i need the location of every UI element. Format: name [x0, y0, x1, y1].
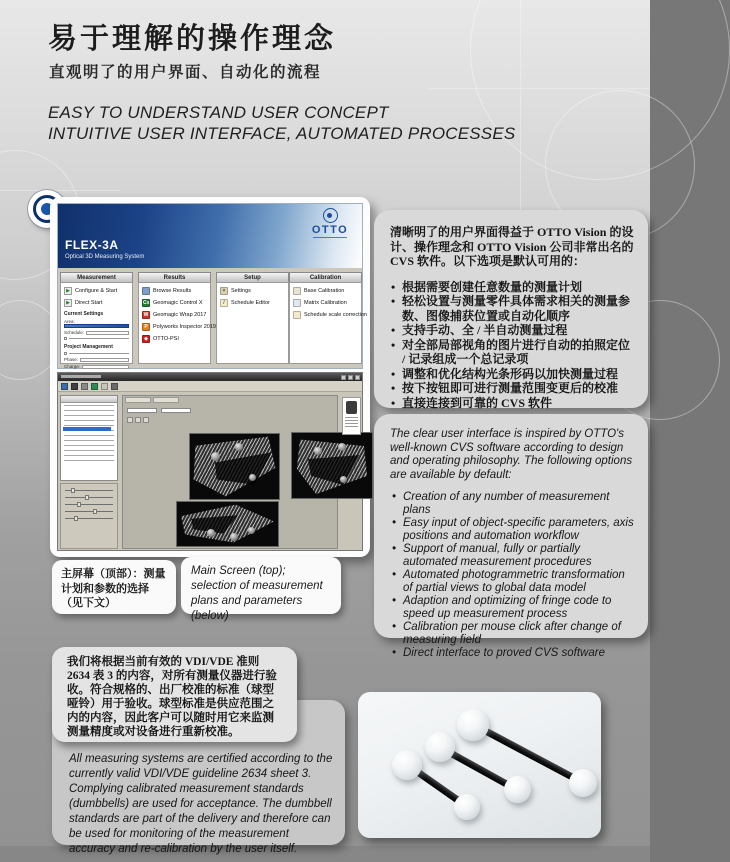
page-title-zh: 易于理解的操作理念 [48, 23, 337, 55]
panel-results-title: Results [138, 272, 211, 282]
results-item [142, 335, 208, 343]
cvs-tabs [125, 397, 179, 403]
vdi-zh-text: 我们将根据当前有效的 VDI/VDE 准则 2634 表 3 的内容，对所有测量仪器进行验收。符合规格的、出厂校准的标准（球型哑铃）用于验收。球型标准是供应范围之内的内容，因此客户可以随时用它来监测测量精度或对设备进行重新校准。 [67, 656, 277, 738]
calibration-item-label: Schedule scale correction [304, 312, 367, 318]
bullet-item: • Automated photogrammetric transformation of partial views to global data model [390, 569, 636, 595]
panel-zh-bullets [390, 280, 634, 411]
bullet-item: • Direct interface to proved CVS software [390, 647, 636, 660]
calibration-item [293, 299, 359, 307]
results-item [142, 299, 208, 307]
toolbar-icon [91, 383, 98, 390]
area-bar [64, 324, 129, 328]
calibration-item-label: Matrix Calibration [304, 300, 347, 306]
measurement-button-label: Configure & Start [75, 288, 118, 294]
page-title-en-line2: INTUITIVE USER INTERFACE, AUTOMATED PROCESSES [48, 124, 516, 143]
vdi-en-text: All measuring systems are certified according to the currently valid VDI/VDE guideline 2634 sheet 3. Complying calibrated measurement standards (dumbbells) are used for acceptance. The dumbbell standards are part of the delivery and therefore can be used for monitoring of the measurement accuracy and re-calibration by the user itself. [69, 753, 333, 855]
cvs-tree-panel [60, 395, 118, 481]
bullet-item: • 轻松设置与测量零件具体需求相关的测量参数、图像捕获位置或自动化顺序 [390, 294, 634, 323]
schedule-field [86, 331, 129, 335]
otto-crosshair-icon [323, 208, 338, 223]
option-row [64, 337, 129, 340]
text-panel-en [374, 414, 648, 659]
measurement-buttons [61, 287, 132, 307]
screenshot-card [50, 197, 370, 557]
cvs-slider-panel [60, 483, 118, 549]
panel-results-body [138, 282, 216, 364]
bullet-item: • 调整和优化结构光条形码以加快测量过程 [390, 367, 634, 382]
caption-zh-text: 主屏幕（顶部）：测量计划和参数的选择（见下文） [61, 568, 166, 609]
page-title-en-line1: EASY TO UNDERSTAND USER CONCEPT [48, 103, 389, 122]
option-text [69, 338, 129, 339]
dumbbell-ball [425, 732, 455, 762]
cvs-mini-buttons [127, 417, 149, 423]
flex3a-header [58, 204, 362, 268]
setup-item [220, 287, 286, 295]
setup-item-icon: / [220, 299, 228, 307]
flex3a-subtitle: Optical 3D Measuring System [65, 254, 145, 260]
project-option-row [64, 352, 129, 355]
blueprint-line [0, 190, 120, 191]
bullet-item: • Creation of any number of measurement plans [390, 491, 636, 517]
dumbbell-photo [358, 692, 601, 838]
scan-image-tile [176, 501, 279, 547]
bullet-item: • 直接连接到可靠的 CVS 软件 [390, 396, 634, 411]
toolbar-icon [111, 383, 118, 390]
otto-logo-text: OTTO [311, 224, 349, 236]
toolbar-icon [101, 383, 108, 390]
results-item-label: OTTO-PSI [153, 336, 179, 342]
cvs-side-panel [342, 397, 361, 435]
cvs-toolbar [58, 381, 362, 392]
tree-selected-row [63, 427, 111, 431]
panel-calibration [289, 272, 367, 365]
checkbox-icon [64, 352, 67, 355]
project-field-row [64, 364, 129, 369]
measurement-button [64, 299, 130, 307]
cvs-image-area [122, 395, 338, 549]
play-icon [64, 299, 72, 307]
panel-en-bullets [390, 491, 636, 660]
bullet-item: • Adaption and optimizing of fringe code to speed up measurement process [390, 595, 636, 621]
scan-image-tile [291, 432, 373, 499]
option-text [69, 353, 129, 354]
results-item-icon [142, 287, 150, 295]
measurement-button [64, 287, 130, 295]
caption-card-zh [52, 560, 176, 614]
slider [65, 511, 113, 512]
setup-item-label: Schedule Editor [231, 300, 270, 306]
dumbbell-ball [454, 794, 480, 820]
panel-results [138, 272, 216, 365]
results-item-label: Geomagic Wrap 2017 [153, 312, 207, 318]
setup-item-icon: × [220, 287, 228, 295]
caption-card-en [181, 557, 341, 622]
calibration-item [293, 311, 367, 319]
flex3a-screenshot [57, 203, 367, 369]
cvs-input-fields [127, 408, 191, 413]
schedule-row [64, 330, 129, 335]
panel-measurement-body [60, 282, 133, 369]
panel-measurement-title: Measurement [60, 272, 133, 282]
project-field-input [82, 365, 129, 369]
window-buttons-icon [341, 375, 360, 380]
results-item-icon: Cx [143, 300, 150, 306]
calibration-item [293, 287, 359, 295]
results-item [142, 311, 208, 319]
calibration-item-icon [293, 299, 301, 307]
scan-image-tile [189, 433, 280, 500]
measurement-button-label: Direct Start [75, 300, 103, 306]
page-title-en [48, 102, 515, 144]
panel-calibration-title: Calibration [289, 272, 362, 282]
panel-setup-title: Setup [216, 272, 289, 282]
play-icon [64, 287, 72, 295]
toolbar-icon [71, 383, 78, 390]
bullet-item: • Easy input of object-specific parameters, axis positions and automation workflow [390, 517, 636, 543]
panel-zh-intro: 清晰明了的用户界面得益于 OTTO Vision 的设计、操作理念和 OTTO Vision 公司非常出名的 CVS 软件。以下选项是默认可用的： [390, 225, 634, 268]
panel-setup-body [216, 282, 289, 364]
caption-en-text: Main Screen (top); selection of measurement plans and parameters (below) [191, 565, 323, 622]
project-field-label: Phase: [64, 357, 79, 362]
results-item-label: Geomagic Control X [153, 300, 203, 306]
cvs-titlebar [58, 373, 362, 381]
slider [65, 490, 113, 491]
bullet-item: • Calibration per mouse click after change of measuring field [390, 621, 636, 647]
area-label: Area: [64, 319, 75, 324]
tree-rows [64, 405, 114, 465]
slider [65, 504, 113, 505]
panel-calibration-body [289, 282, 367, 364]
bullet-item: • 对全部局部视角的图片进行自动的拍照定位 / 记录组成一个总记录项 [390, 338, 634, 367]
calibration-item-icon [293, 287, 301, 295]
blueprint-line [520, 0, 521, 210]
bullet-item: • 支持手动、全 / 半自动测量过程 [390, 323, 634, 338]
project-field-label: Charge: [64, 364, 81, 369]
otto-logo [304, 208, 356, 238]
results-item-label: Browse Results [153, 288, 192, 294]
schedule-label: Schedule: [64, 330, 85, 335]
flex3a-title: FLEX-3A [65, 238, 119, 252]
blueprint-line [430, 88, 650, 89]
project-field-input [80, 358, 129, 362]
checkbox-icon [64, 337, 67, 340]
slider [65, 518, 113, 519]
panel-measurement [60, 272, 133, 369]
bullet-item: • 根据需要创建任意数量的测量计划 [390, 280, 634, 295]
bullet-item: • 按下按钮即可进行测量范围变更后的校准 [390, 381, 634, 396]
project-management-label: Project Management [64, 344, 113, 350]
dumbbell-ball [392, 750, 422, 780]
project-field-row [64, 357, 129, 362]
setup-item [220, 299, 286, 307]
panel-en-intro: The clear user interface is inspired by OTTO's well-known CVS software according to design and operating philosophy. The following options are available by default: [390, 428, 633, 481]
calibration-item-icon [293, 311, 301, 319]
footer-strip [0, 846, 650, 862]
blueprint-circle [470, 0, 730, 180]
calibration-item-label: Base Calibration [304, 288, 345, 294]
otto-logo-tagline [313, 237, 347, 238]
current-settings-label: Current Settings [64, 311, 104, 317]
results-item [142, 287, 208, 295]
results-item-icon: W [143, 312, 149, 318]
toolbar-icon [81, 383, 88, 390]
results-item-icon: P [142, 323, 150, 331]
results-item-icon: ◆ [142, 335, 150, 343]
cvs-screenshot [57, 372, 363, 551]
slider [65, 497, 113, 498]
text-panel-zh [374, 210, 648, 408]
dumbbell-ball [569, 769, 597, 797]
page-subtitle-zh: 直观明了的用户界面、自动化的流程 [49, 64, 322, 81]
results-item [142, 323, 216, 331]
vdi-card-zh [52, 647, 297, 742]
setup-item-label: Settings [231, 288, 251, 294]
panel-setup [216, 272, 289, 365]
toolbar-icon [61, 383, 68, 390]
bullet-item: • Support of manual, fully or partially automated measurement procedures [390, 543, 636, 569]
results-item-label: Polyworks Inspector 2019 [153, 324, 216, 330]
dumbbell-ball [457, 709, 489, 741]
dumbbell-ball [504, 776, 531, 803]
